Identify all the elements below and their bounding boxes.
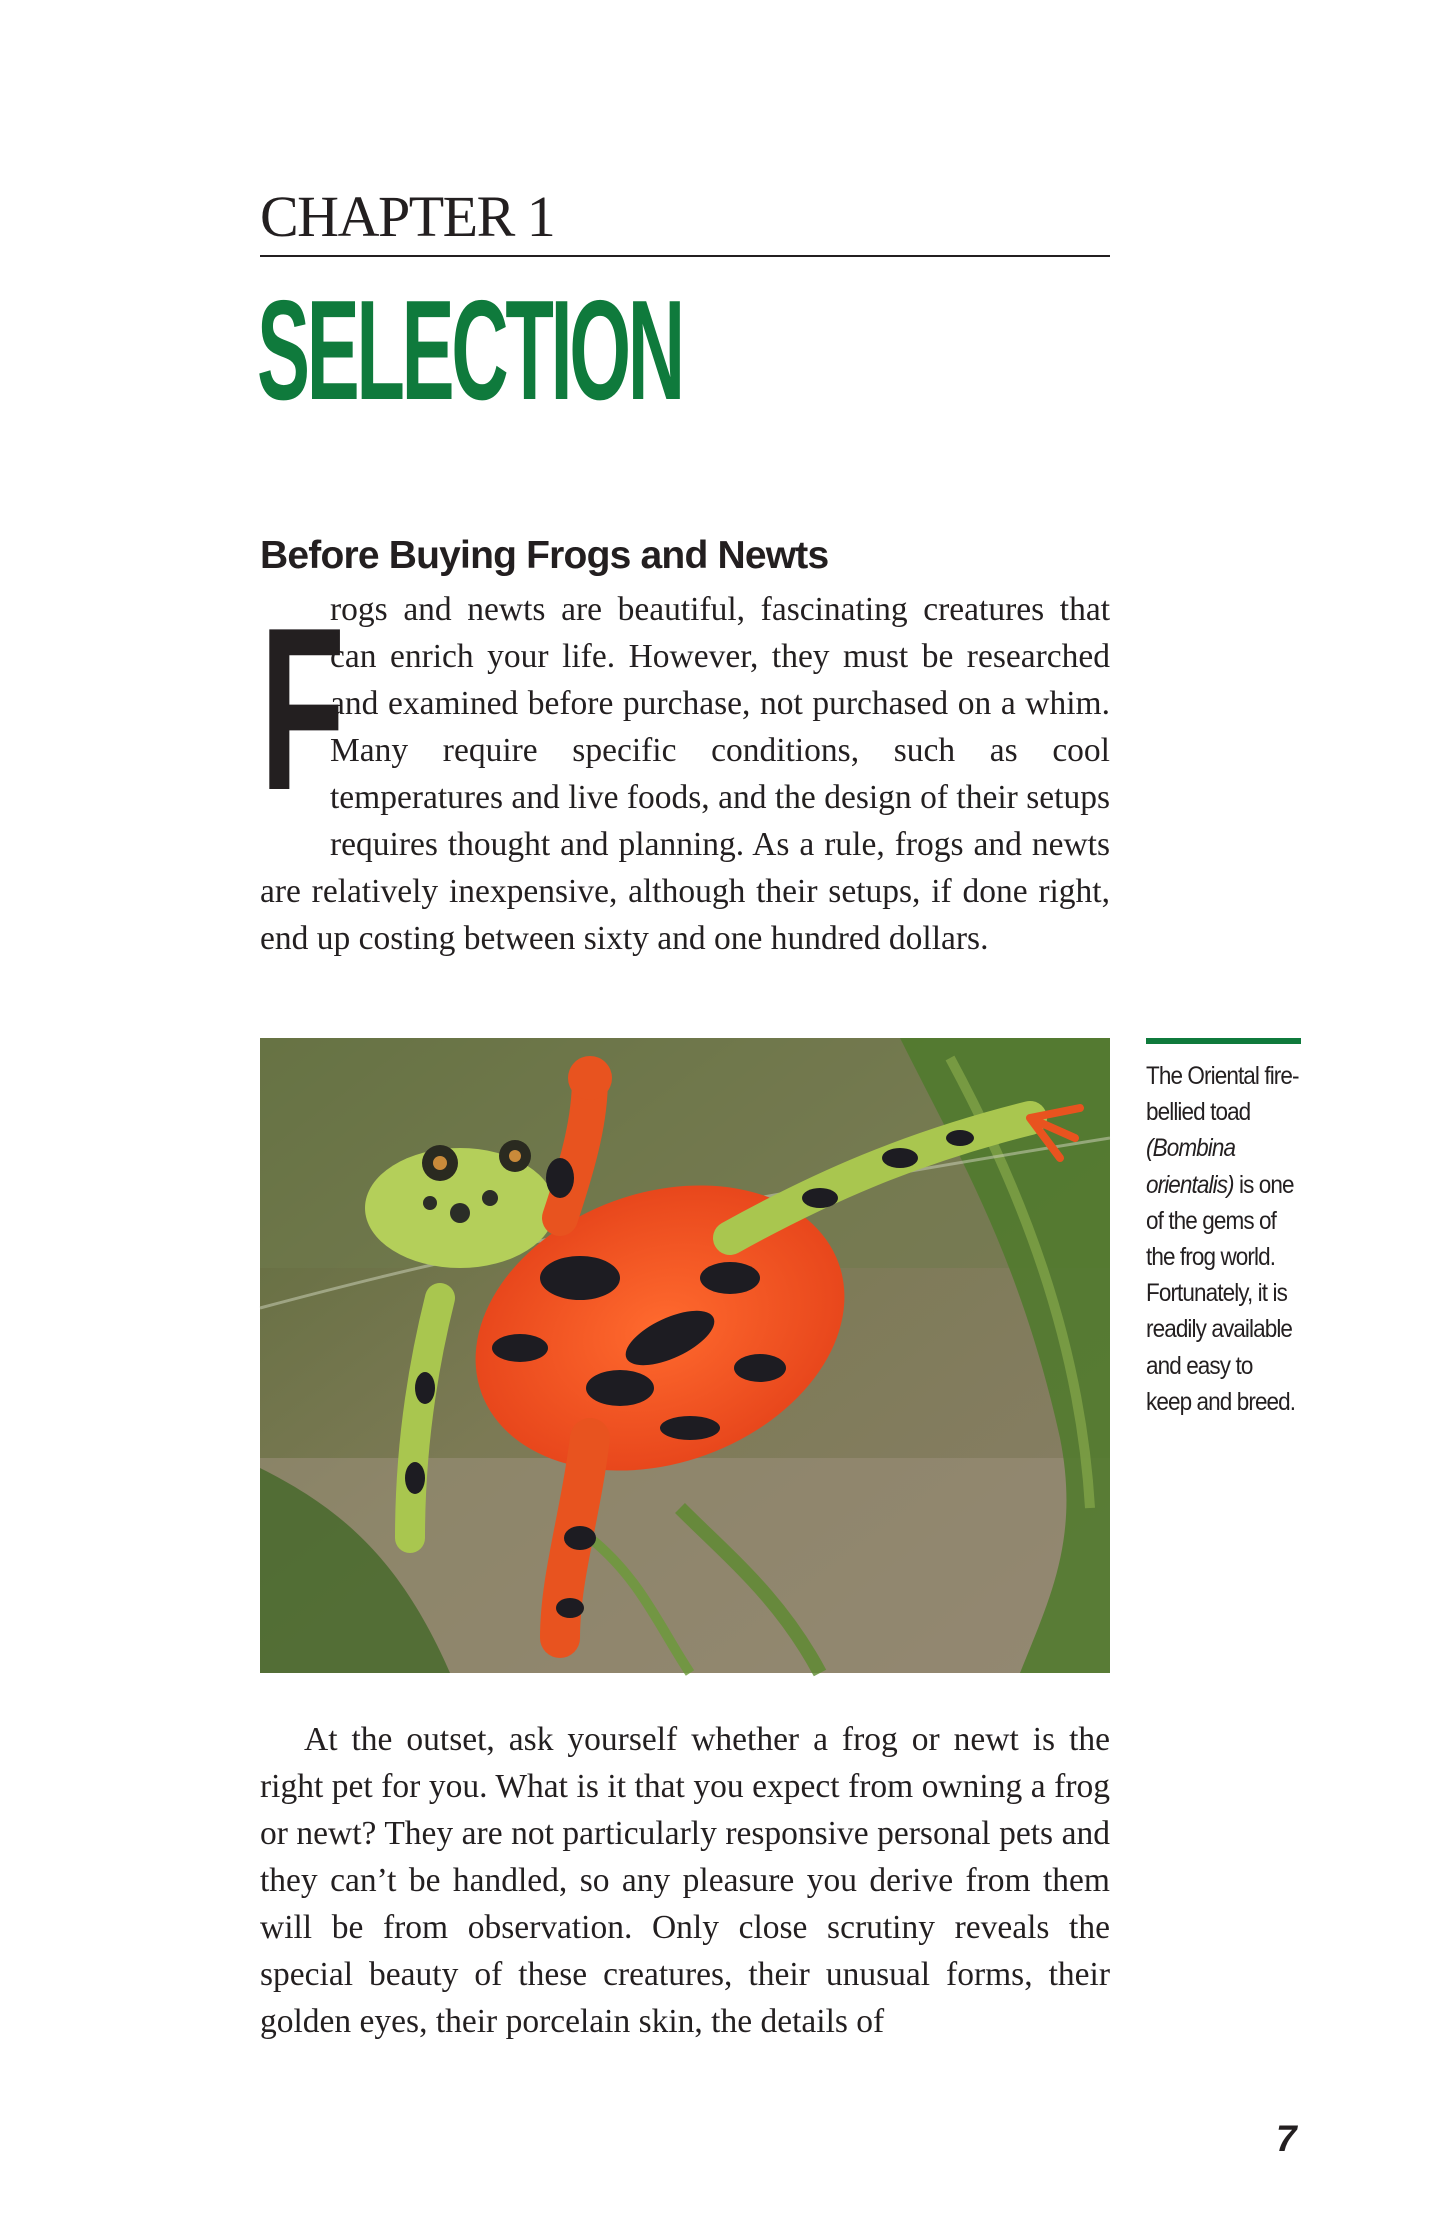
caption-text: The Oriental fire-bellied toad [1146, 1062, 1299, 1127]
chapter-rule [260, 255, 1110, 257]
chapter-label: CHAPTER 1 [260, 184, 555, 249]
section-heading: Before Buying Frogs and Newts [260, 534, 829, 577]
frog-photo [260, 1038, 1110, 1673]
chapter-title: SELECTION [257, 271, 682, 430]
intro-paragraph-text: rogs and newts are beautiful, fascinating creatures that can enrich your life. However, they must be researched and examined before purchase, not purchased on a whim. Many require specific conditions, such as cool temperatures and live foods, and the design of their setups requires thought and planning. As a rule, frogs and newts are relatively inexpensive, although their setups, if done right, end up costing between sixty and one hundred dollars. [260, 591, 1110, 957]
caption-rule [1146, 1038, 1301, 1044]
page-number: 7 [1276, 2118, 1297, 2159]
body-paragraph-text: At the outset, ask yourself whether a frog or newt is the right pet for you. What is it that you expect from owning a frog or newt? They are not particularly responsive personal pets and they can’t be handled, so any pleasure you derive from them will be from observation. Only close scrutiny reveals the special beauty of these creatures, their unusual forms, their golden eyes, their porcelain skin, the details of [260, 1721, 1110, 2040]
body-paragraph [260, 1716, 1110, 2045]
caption-text-end: is one of the gems of the frog world. Fortunately, it is readily available and easy to keep and breed. [1146, 1170, 1296, 1416]
intro-paragraph [260, 580, 1110, 962]
figure-caption [1146, 1058, 1299, 1420]
caption-species-name: (Bombina orientalis) [1146, 1134, 1236, 1199]
drop-cap: F [260, 580, 346, 839]
